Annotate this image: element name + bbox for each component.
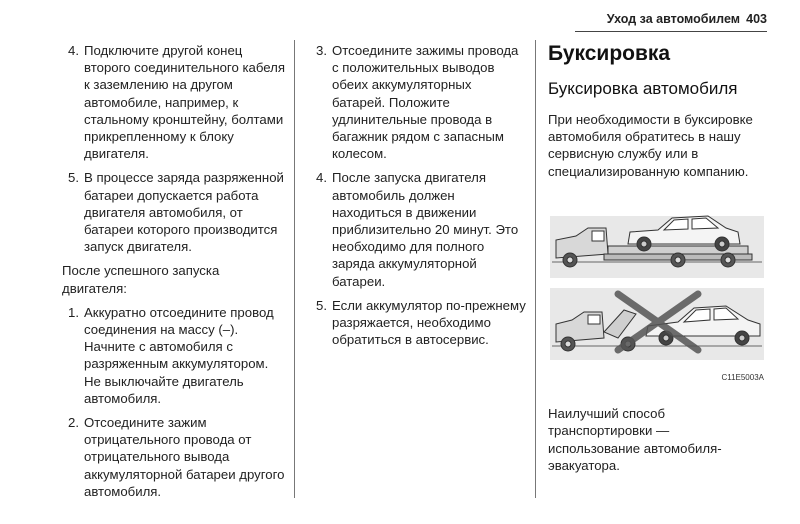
header-rule <box>575 31 767 32</box>
list-item <box>62 304 286 407</box>
steps-list-b <box>62 304 286 500</box>
subsection-title: Буксировка автомобиля <box>548 79 738 98</box>
column-divider <box>294 40 295 498</box>
intro-paragraph: После успешного запуска двигателя: <box>62 263 220 296</box>
item-text: Подключите другой конец второго соединительного кабеля к заземлению на другом автомобиле, например, к стальному кронштейну, болтами прикрепленному к блоку двигателя. <box>84 43 285 162</box>
item-text: Отсоедините зажим отрицательного провода от отрицательного вывода аккумуляторной батареи другого автомобиля. <box>84 415 285 499</box>
item-text: Аккуратно отсоедините провод соединения на массу (–). Начните с автомобиля с разряженным аккумулятором. Не выключайте двигатель автомобиля. <box>84 304 274 406</box>
flatbed-truck-icon <box>550 216 764 278</box>
header-title: Уход за автомобилем <box>606 12 740 26</box>
figure-caption: Наилучший способ транспортировки — использование автомобиля-эвакуатора. <box>548 406 722 473</box>
item-number: 4. <box>68 43 79 58</box>
towing-diagram <box>548 210 768 370</box>
steps-list-c <box>310 42 528 348</box>
towing-paragraph: При необходимости в буксировке автомобиля обратитесь в нашу сервисную службу или в специализированную компанию. <box>548 112 753 179</box>
list-item <box>62 169 286 255</box>
item-number: 5. <box>68 170 79 186</box>
figure-code: C11E5003A <box>721 373 764 382</box>
section-title: Буксировка <box>548 42 671 65</box>
item-text: После запуска двигателя автомобиль должен находиться в движении приблизительно 20 минут. Это необходимо для полного заряда аккумуляторной батареи. <box>332 170 519 289</box>
column-1 <box>62 42 286 507</box>
column-2 <box>310 42 528 355</box>
list-item <box>62 42 286 162</box>
column-3 <box>548 42 768 187</box>
item-text: Отсоедините зажимы провода с положительных выводов обеих аккумуляторных батарей. Положите удлинительные провода в багажник рядом с запасным колесом. <box>332 43 519 162</box>
page-header <box>0 0 800 34</box>
item-text: В процессе заряда разряженной батареи допускается работа двигателя автомобиля, от батареи которого производится запуск двигателя. <box>84 170 284 255</box>
item-number: 1. <box>68 304 79 320</box>
list-item <box>310 297 528 349</box>
item-number: 4. <box>316 170 327 186</box>
item-number: 2. <box>68 415 79 431</box>
page-number: 403 <box>746 12 767 26</box>
steps-list-a <box>62 42 286 255</box>
towing-illustration <box>548 210 768 388</box>
column-divider <box>535 40 536 498</box>
list-item <box>310 169 528 289</box>
item-text: Если аккумулятор по-прежнему разряжается, необходимо обратиться в автосервис. <box>332 297 526 348</box>
item-number: 3. <box>316 43 327 58</box>
list-item <box>62 414 286 500</box>
item-number: 5. <box>316 297 327 313</box>
list-item <box>310 42 528 162</box>
